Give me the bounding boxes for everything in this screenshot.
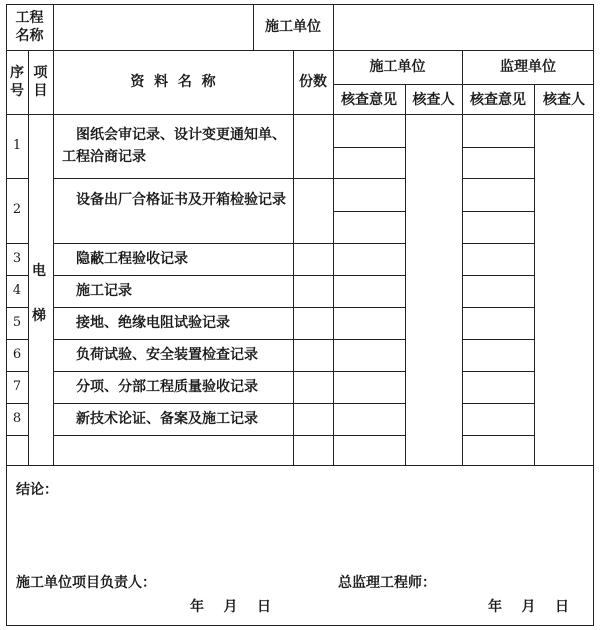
- rule: [534, 84, 535, 465]
- supervision-unit-group-header: 监理单位: [500, 59, 556, 75]
- rule: [333, 403, 405, 404]
- rule: [333, 339, 405, 340]
- rule: [53, 339, 333, 340]
- construction-leader-label: 施工单位项目负责人：: [16, 575, 156, 591]
- project-name-label-1: 工程: [15, 10, 44, 26]
- rule: [53, 371, 333, 372]
- rule: [462, 307, 534, 308]
- date-left: 年 月 日: [190, 599, 271, 615]
- rule: [6, 435, 28, 436]
- check-opinion-header: 核查意见: [341, 92, 397, 108]
- row-number: 8: [12, 411, 22, 426]
- check-opinion-header-2: 核查意见: [470, 92, 526, 108]
- rule: [405, 84, 406, 465]
- row-doc-name: 分项、分部工程质量验收记录: [76, 379, 258, 395]
- rule: [462, 371, 534, 372]
- rule: [53, 435, 333, 436]
- conclusion-label: 结论：: [16, 482, 58, 498]
- item-header-2: 目: [33, 83, 48, 99]
- checker-header-2: 核查人: [543, 92, 585, 108]
- rule: [6, 243, 28, 244]
- rule: [6, 178, 28, 179]
- project-name-label-2: 名称: [15, 28, 44, 44]
- rule: [333, 435, 405, 436]
- seq-header-2: 号: [10, 83, 24, 99]
- row-number: 2: [12, 202, 22, 217]
- row-doc-name: 隐蔽工程验收记录: [76, 251, 188, 267]
- rule: [6, 339, 28, 340]
- row-doc-name: 设备出厂合格证书及开箱检验记录: [76, 192, 286, 208]
- rule: [53, 178, 333, 179]
- rule: [333, 243, 405, 244]
- construction-unit-group-header: 施工单位: [369, 59, 426, 75]
- item-header-1: 项: [33, 65, 48, 81]
- rule: [333, 275, 405, 276]
- checker-header: 核查人: [412, 92, 455, 108]
- item-category-char: 电: [32, 263, 46, 279]
- chief-supervisor-label: 总监理工程师：: [338, 575, 436, 591]
- date-right: 年 月 日: [488, 599, 569, 615]
- rule: [333, 147, 405, 148]
- rule: [53, 275, 333, 276]
- rule: [6, 371, 28, 372]
- row-doc-name: 负荷试验、安全装置检查记录: [76, 347, 258, 363]
- rule: [53, 403, 333, 404]
- row-doc-name: 新技术论证、备案及施工记录: [76, 411, 258, 427]
- rule: [333, 307, 405, 308]
- rule: [462, 275, 534, 276]
- rule: [462, 403, 534, 404]
- item-category-char: 梯: [32, 308, 46, 324]
- row-doc-name: 接地、绝缘电阻试验记录: [76, 315, 230, 331]
- rule: [333, 211, 405, 212]
- rule: [6, 275, 28, 276]
- row-number: 1: [12, 138, 22, 153]
- row-doc-name: 施工记录: [76, 283, 132, 299]
- project-name-value[interactable]: [58, 18, 248, 36]
- rule: [293, 50, 294, 465]
- rule: [462, 339, 534, 340]
- rule: [28, 50, 29, 465]
- rule: [462, 243, 534, 244]
- row-doc-name: 图纸会审记录、设计变更通知单、工程洽商记录: [62, 127, 286, 165]
- construction-unit-value[interactable]: [338, 18, 588, 36]
- row-number: 6: [12, 347, 22, 362]
- rule: [6, 307, 28, 308]
- rule: [462, 211, 534, 212]
- row-number: 5: [12, 315, 22, 330]
- rule: [462, 147, 534, 148]
- rule: [53, 243, 333, 244]
- rule: [333, 371, 405, 372]
- copies-header: 份数: [299, 74, 327, 90]
- row-number: 4: [12, 283, 22, 298]
- rule: [462, 435, 534, 436]
- rule: [6, 465, 594, 466]
- rule: [6, 114, 594, 115]
- row-number: 7: [12, 379, 22, 394]
- rule: [53, 307, 333, 308]
- rule: [333, 178, 405, 179]
- seq-header-1: 序: [10, 65, 24, 81]
- rule: [6, 50, 594, 51]
- row-number: 3: [12, 251, 22, 266]
- rule: [333, 84, 594, 85]
- rule: [6, 403, 28, 404]
- construction-unit-header-label: 施工单位: [265, 19, 321, 35]
- rule: [462, 178, 534, 179]
- rule: [462, 50, 463, 465]
- doc-name-header: 资 料 名 称: [130, 74, 216, 90]
